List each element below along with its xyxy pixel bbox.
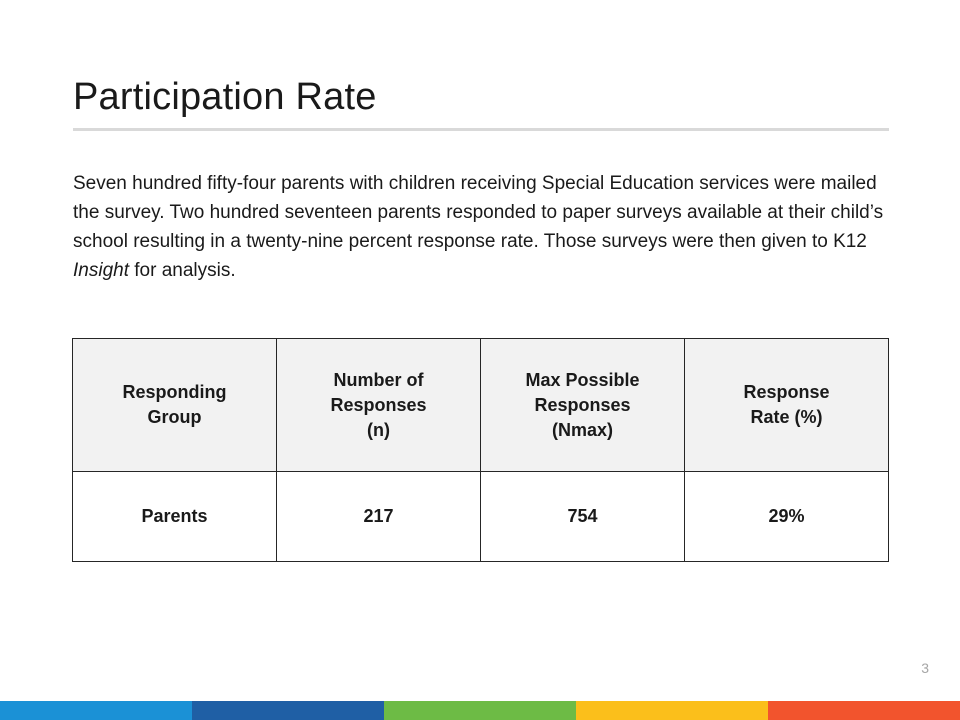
footer-segment-navy [192,701,384,720]
page-number: 3 [921,660,929,676]
table-row [73,472,889,562]
cell-group: Parents [73,472,277,562]
participation-table [72,338,889,562]
footer-color-bar [0,701,960,720]
cell-response-rate: 29% [685,472,889,562]
cell-responses: 217 [277,472,481,562]
slide-title: Participation Rate [73,76,377,118]
body-text-main: Seven hundred fifty-four parents with children receiving Special Education services were mailed the survey. Two hundred seventeen parents responded to paper surveys available at their child’s school resulting in a twenty-nine percent response rate. Those surveys were then given to K12 [73,173,884,252]
title-divider [73,128,889,131]
header-response-rate: Response Rate (%) [685,339,889,472]
footer-segment-orange [768,701,960,720]
body-text-end: for analysis. [128,260,236,281]
footer-segment-yellow [576,701,768,720]
header-max-possible-responses: Max Possible Responses (Nmax) [481,339,685,472]
cell-max-possible: 754 [481,472,685,562]
table-header-row [73,339,889,472]
header-responding-group: Responding Group [73,339,277,472]
footer-segment-blue [0,701,192,720]
footer-segment-green [384,701,576,720]
body-paragraph [73,169,893,285]
body-text-italic: Insight [73,260,129,281]
header-number-of-responses: Number of Responses (n) [277,339,481,472]
